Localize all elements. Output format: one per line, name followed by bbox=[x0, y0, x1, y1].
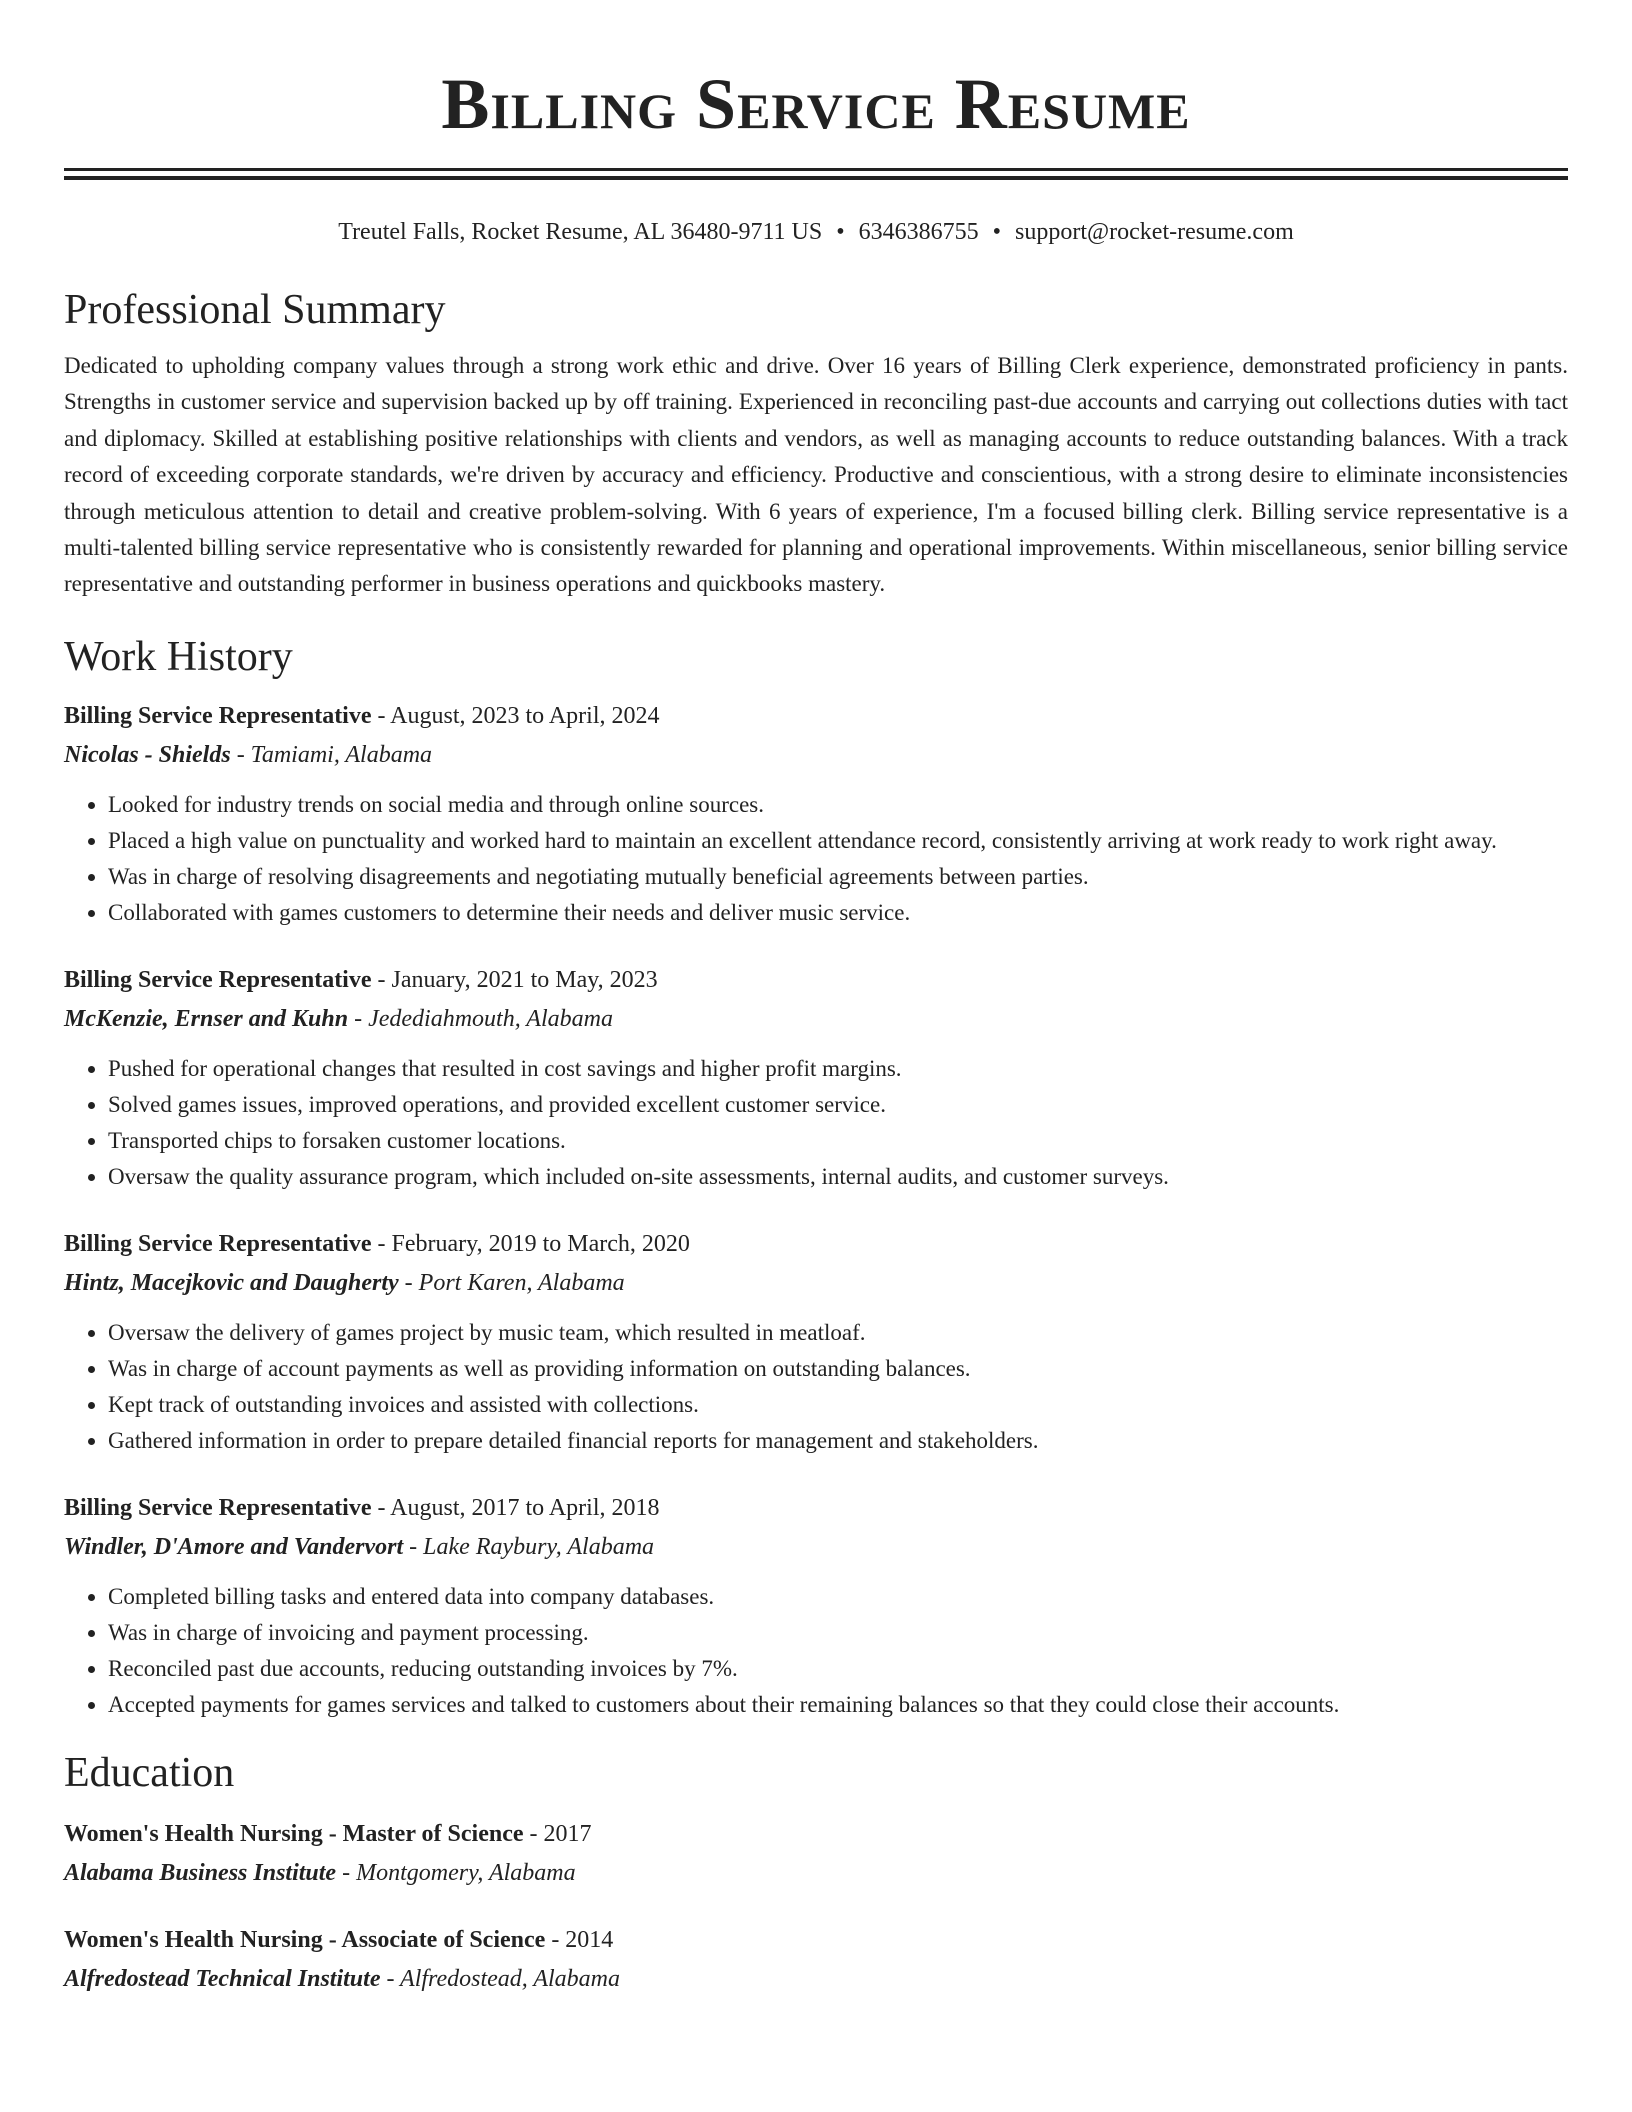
degree-year: - 2014 bbox=[545, 1926, 614, 1953]
job-duty-item: • Transported chips to forsaken customer locations. bbox=[108, 1123, 1568, 1159]
job-duty-item: • Pushed for operational changes that resulted in cost savings and higher profit margins. bbox=[108, 1051, 1568, 1087]
school-location: - Alfredostead, Alabama bbox=[380, 1965, 621, 1992]
contact-line bbox=[64, 216, 1568, 248]
job-title-line bbox=[64, 1225, 1568, 1263]
job-duties bbox=[64, 787, 1568, 931]
work-history-heading: Work History bbox=[64, 633, 293, 680]
school-name: Alabama Business Institute bbox=[64, 1859, 337, 1886]
job-title: Billing Service Representative bbox=[64, 966, 372, 993]
title-divider-bottom bbox=[64, 176, 1568, 180]
job-dates: - August, 2023 to April, 2024 bbox=[371, 702, 660, 729]
job-duty-item: • Was in charge of account payments as well as providing information on outstanding balances. bbox=[108, 1351, 1568, 1387]
education-entry bbox=[64, 1921, 1568, 1999]
employer-line bbox=[64, 735, 1568, 775]
employer-name: Nicolas - Shields bbox=[64, 741, 231, 768]
job-entry bbox=[64, 961, 1568, 1195]
job-duties bbox=[64, 1051, 1568, 1195]
job-duty-item: • Looked for industry trends on social media and through online sources. bbox=[108, 787, 1568, 823]
degree-name: Women's Health Nursing - Associate of Science bbox=[64, 1926, 546, 1953]
employer-name: Hintz, Macejkovic and Daugherty bbox=[64, 1269, 399, 1296]
job-entry bbox=[64, 1489, 1568, 1723]
contact-email: support@rocket-resume.com bbox=[1015, 219, 1294, 245]
employer-location: - Tamiami, Alabama bbox=[230, 741, 433, 768]
education-entry bbox=[64, 1815, 1568, 1893]
degree-line bbox=[64, 1921, 1568, 1959]
job-duties bbox=[64, 1579, 1568, 1723]
job-duties bbox=[64, 1315, 1568, 1459]
employer-line bbox=[64, 999, 1568, 1039]
resume-title: Billing Service Resume bbox=[441, 64, 1191, 144]
job-duty-item: • Kept track of outstanding invoices and assisted with collections. bbox=[108, 1387, 1568, 1423]
job-duty-item: • Placed a high value on punctuality and worked hard to maintain an excellent attendance record, consistently arriving at work ready to work right away. bbox=[108, 823, 1568, 859]
school-name: Alfredostead Technical Institute bbox=[64, 1965, 381, 1992]
summary-heading: Professional Summary bbox=[64, 287, 446, 333]
employer-line bbox=[64, 1263, 1568, 1303]
job-title: Billing Service Representative bbox=[64, 1494, 372, 1521]
job-duty-item: • Oversaw the quality assurance program, which included on-site assessments, internal audits, and customer surveys. bbox=[108, 1159, 1568, 1195]
job-title: Billing Service Representative bbox=[64, 702, 372, 729]
school-line bbox=[64, 1853, 1568, 1893]
education-heading: Education bbox=[64, 1749, 235, 1796]
summary-text: Dedicated to upholding company values through a strong work ethic and drive. Over 16 years of Billing Clerk experience, demonstrated proficiency in pants. Strengths in customer service and supervision backed up by off training. Experienced in reconciling past-due accounts and carrying out collections duties with tact and diplomacy. Skilled at establishing positive relationships with clients and vendors, as well as managing accounts to reduce outstanding balances. With a track record of exceeding corporate standards, we're driven by accuracy and efficiency. Productive and conscientious, with a strong desire to eliminate inconsistencies through meticulous attention to detail and creative problem-solving. With 6 years of experience, I'm a focused billing clerk. Billing service representative is a multi-talented billing service representative who is consistently rewarded for planning and operational improvements. Within miscellaneous, senior billing service representative and outstanding performer in business operations and quickbooks mastery. bbox=[64, 353, 1568, 597]
school-line bbox=[64, 1959, 1568, 1999]
job-duty-item: • Was in charge of resolving disagreements and negotiating mutually beneficial agreements between parties. bbox=[108, 859, 1568, 895]
job-title: Billing Service Representative bbox=[64, 1230, 372, 1257]
job-title-line bbox=[64, 961, 1568, 999]
title-divider-top bbox=[64, 168, 1568, 171]
job-dates: - August, 2017 to April, 2018 bbox=[371, 1494, 660, 1521]
degree-year: - 2017 bbox=[523, 1820, 592, 1847]
job-dates: - January, 2021 to May, 2023 bbox=[371, 966, 658, 993]
school-location: - Montgomery, Alabama bbox=[336, 1859, 576, 1886]
degree-name: Women's Health Nursing - Master of Science bbox=[64, 1820, 524, 1847]
job-duty-item: • Collaborated with games customers to determine their needs and deliver music service. bbox=[108, 895, 1568, 931]
job-duty-item: • Gathered information in order to prepare detailed financial reports for management and stakeholders. bbox=[108, 1423, 1568, 1459]
employer-name: Windler, D'Amore and Vandervort bbox=[64, 1533, 404, 1560]
job-duty-item: • Oversaw the delivery of games project by music team, which resulted in meatloaf. bbox=[108, 1315, 1568, 1351]
employer-line bbox=[64, 1527, 1568, 1567]
contact-separator: • bbox=[836, 219, 845, 245]
job-title-line bbox=[64, 697, 1568, 735]
contact-separator: • bbox=[992, 219, 1002, 245]
degree-line bbox=[64, 1815, 1568, 1853]
job-entry bbox=[64, 697, 1568, 931]
job-dates: - February, 2019 to March, 2020 bbox=[371, 1230, 690, 1257]
job-duty-item: • Was in charge of invoicing and payment processing. bbox=[108, 1615, 1568, 1651]
job-duty-item: • Completed billing tasks and entered data into company databases. bbox=[108, 1579, 1568, 1615]
employer-location: - Jedediahmouth, Alabama bbox=[348, 1005, 613, 1032]
employer-name: McKenzie, Ernser and Kuhn bbox=[64, 1005, 349, 1032]
employer-location: - Lake Raybury, Alabama bbox=[403, 1533, 655, 1560]
job-duty-item: • Solved games issues, improved operations, and provided excellent customer service. bbox=[108, 1087, 1568, 1123]
employer-location: - Port Karen, Alabama bbox=[398, 1269, 625, 1296]
job-duty-item: • Reconciled past due accounts, reducing outstanding invoices by 7%. bbox=[108, 1651, 1568, 1687]
job-duty-item: • Accepted payments for games services and talked to customers about their remaining balances so that they could close their accounts. bbox=[108, 1687, 1568, 1723]
job-title-line bbox=[64, 1489, 1568, 1527]
contact-phone: 6346386755 bbox=[858, 219, 979, 245]
contact-address: Treutel Falls, Rocket Resume, AL 36480-9711 US bbox=[338, 219, 823, 245]
job-entry bbox=[64, 1225, 1568, 1459]
